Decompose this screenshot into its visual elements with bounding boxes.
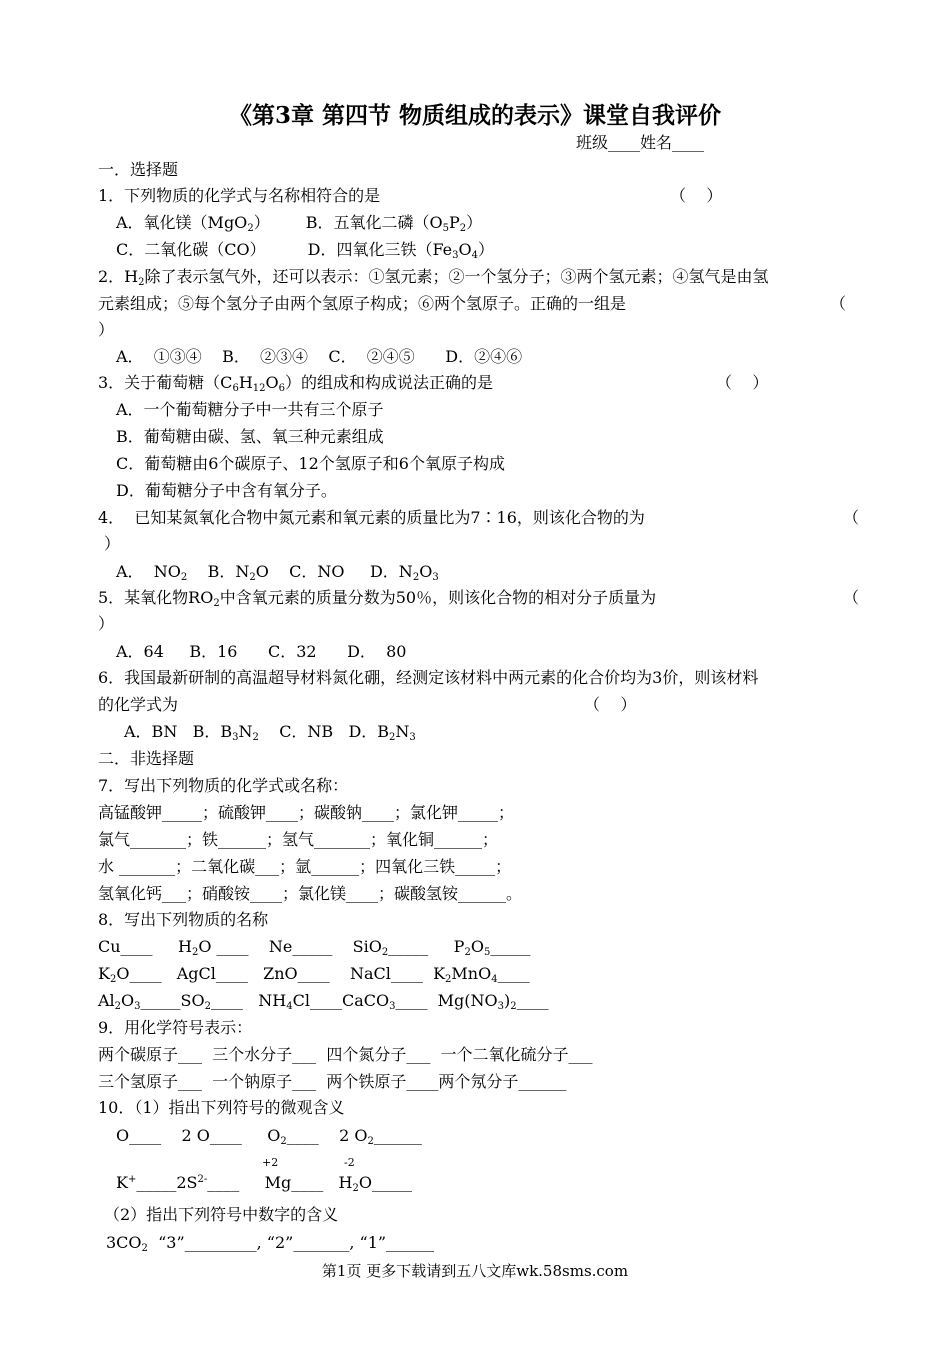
question-7-stem: 7．写出下列物质的化学式或名称： (98, 776, 349, 795)
question-9-row1: 两个碳原子___ 三个水分子___ 四个氮分子___ 一个二氧化硫分子___ (98, 1045, 593, 1064)
q1-option-b: B．五氧化二磷$(O_5P_2)$ (305, 213, 483, 234)
question-6-options: A．BN B．$B_3N_2$ C．NB D．$B_2N_3$ (124, 722, 416, 743)
question-7-row4: 氢氧化钙___；硝酸铵____；氯化镁____；碳酸氢铵______。 (98, 884, 523, 903)
question-2-paren-open: （ (830, 294, 847, 313)
question-9-row2: 三个氢原子___ 一个钠原子___ 两个铁原子____两个氖分子______ (98, 1072, 567, 1091)
question-10-row1: O____ 2 O____ $O_2\_\_\_\_$ 2 $O_2\_\_\_\_\_\_$ (116, 1126, 422, 1147)
question-3-answer-paren: （ ） (716, 373, 769, 392)
question-6-line1: 6．我国最新研制的高温超导材料氮化硼，经测定该材料中两元素的化合价均为3价，则该材料 (98, 668, 759, 687)
question-8-stem: 8．写出下列物质的名称 (98, 910, 269, 929)
question-1-stem: 1．下列物质的化学式与名称相符合的是 (98, 186, 381, 205)
question-10-part2-stem: （2）指出下列符号中数字的含义 (104, 1205, 339, 1224)
question-10-stem: 10．（1）指出下列符号的微观含义 (98, 1098, 345, 1117)
question-2-paren-close: ） (98, 320, 115, 339)
question-3-option-d: D．葡萄糖分子中含有氧分子。 (116, 481, 337, 500)
question-10-row2: $K^+\_\_\_\_\_2S^{2-}\_\_\_\_$ Mg____ $H_2O\_\_\_\_\_$ (116, 1173, 412, 1194)
q1-option-c: C．二氧化碳（CO） (116, 240, 266, 259)
q1-option-d: D．四氧化三铁$(Fe_3O_4)$ (307, 240, 495, 261)
question-3-option-c: C．葡萄糖由6个碳原子、12个氢原子和6个氧原子构成 (116, 454, 505, 473)
question-4-paren-close: ） (104, 534, 121, 553)
question-4-options: A． $NO_2$ B．$N_2O$ C．NO D．$N_2O_3$ (116, 562, 439, 583)
question-8-row1: Cu____ $H_2O$ ____ Ne_____ SiO$_2$_____ $P_2O_5\_\_\_\_\_$ (98, 937, 531, 958)
question-3-stem: 3．关于葡萄糖$(C_6H_{12}O_6)$的组成和构成说法正确的是 (98, 373, 494, 394)
question-5-paren-close: ） (98, 614, 115, 633)
question-6-line2: 的化学式为 (98, 695, 179, 714)
question-2-line1: 2．$H_2$除了表示氢气外，还可以表示：①氢元素；②一个氢分子；③两个氢元素；④氢气是由氢 (98, 267, 769, 288)
question-3-option-b: B．葡萄糖由碳、氢、氧三种元素组成 (116, 427, 384, 446)
question-9-stem: 9．用化学符号表示： (98, 1018, 253, 1037)
page-footer: 第1页 更多下载请到五八文库wk.58sms.com (321, 1262, 629, 1280)
class-name-line: 班级____姓名____ (576, 133, 705, 152)
question-10-row3: $3CO_2$ “3”_________, “2”_______, “1”______ (106, 1233, 435, 1254)
section-heading-choice: 一．选择题 (98, 160, 179, 179)
question-7-row1: 高锰酸钾_____；硫酸钾____；碳酸钠____；氯化钾_____； (98, 803, 515, 822)
section-heading-nonchoice: 二．非选择题 (98, 749, 195, 768)
question-5-stem: 5．某氧化物$RO_2$中含氧元素的质量分数为50％，则该化合物的相对分子质量为 (98, 588, 657, 609)
question-2-options: A． ①③④ B． ②③④ C． ②④⑤ D．②④⑥ (116, 347, 523, 366)
question-2-line2: 元素组成；⑤每个氢分子由两个氢原子构成；⑥两个氢原子。正确的一组是 (98, 294, 627, 313)
question-5-paren-open: （ (843, 588, 860, 607)
question-4-paren-open: （ (843, 508, 860, 527)
valence-mark-mg: +2 (262, 1156, 279, 1169)
valence-mark-h2o: -2 (344, 1156, 355, 1169)
question-4-stem: 4． 已知某氮氧化合物中氮元素和氧元素的质量比为7∶16，则该化合物的为 (98, 508, 645, 527)
question-1-answer-paren: （ ） (670, 186, 723, 205)
question-7-row2: 氯气_______；铁______；氢气_______；氧化铜______； (98, 830, 499, 849)
question-5-options: A．64 B．16 C．32 D． 80 (116, 642, 407, 661)
q1-option-a: A．氧化镁（MgO$_2$） (116, 213, 270, 234)
question-7-row3: 水 _______；二氧化碳___；氩______；四氧化三铁_____； (98, 857, 512, 876)
question-1-options-row1 (116, 213, 876, 233)
question-3-option-a: A．一个葡萄糖分子中一共有三个原子 (116, 400, 384, 419)
question-1-options-row2 (116, 240, 876, 260)
question-8-row2: $K_2O\_\_\_\_$ AgCl____ ZnO____ NaCl____ $K_2MnO_4\_\_\_\_$ (98, 964, 530, 985)
question-8-row3: $Al_2O_3\_\_\_\_\_SO_2\_\_\_\_$ $NH_4Cl\_\_\_\_CaCO_3\_\_\_\_$ $Mg(NO_3)_2\_\_\_\_$ (98, 991, 549, 1012)
page-title: 《第3章 第四节 物质组成的表示》课堂自我评价 (228, 102, 722, 129)
question-6-answer-paren: （ ） (584, 695, 637, 714)
